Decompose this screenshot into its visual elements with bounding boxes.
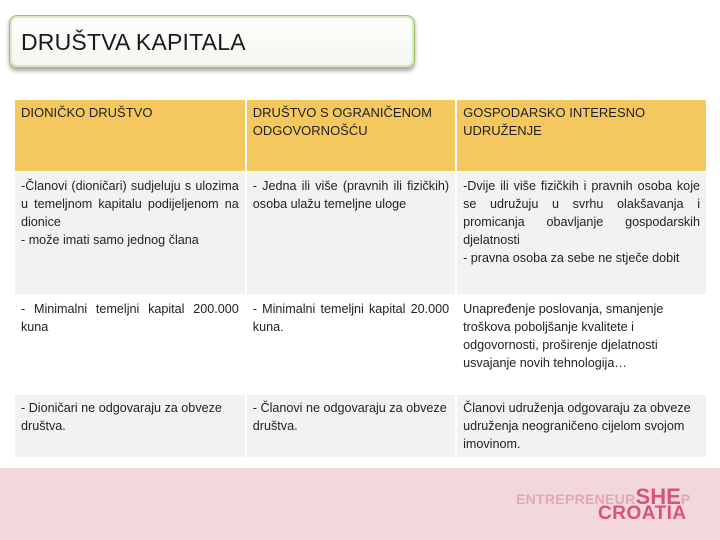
table-row (15, 173, 706, 296)
comparison-table (15, 100, 706, 459)
table-header-row (15, 100, 706, 173)
title-box (9, 15, 415, 68)
entrepreneurshep-croatia-logo (516, 482, 696, 522)
logo-line1: ENTREPRENEURSHEP (516, 484, 691, 509)
table-cell: Članovi udruženja odgovaraju za obveze udruženja neograničeno cijelom svojom imovinom. (457, 395, 706, 459)
logo-line2: CROATIA (598, 503, 687, 524)
table-cell: -Dvije ili više fizičkih i pravnih osoba koje se udružuju u svrhu olakšavanja i promicanja obavljanje gospodarskih djelatnosti - pravna osoba za sebe ne stječe dobit (457, 173, 706, 296)
header-dionicko-drustvo: DIONIČKO DRUŠTVO (15, 100, 247, 173)
table-cell: Unapređenje poslovanja, smanjenje troškova poboljšanje kvalitete i odgovornosti, proširenje djelatnosti usvajanje novih tehnologija… (457, 296, 706, 395)
table-cell: - Članovi ne odgovaraju za obveze društva. (247, 395, 457, 459)
table-cell: - Jedna ili više (pravnih ili fizičkih) osoba ulažu temeljne uloge (247, 173, 457, 296)
table-cell: - Dioničari ne odgovaraju za obveze društva. (15, 395, 247, 459)
table-cell: - Minimalni temeljni kapital 200.000 kuna (15, 296, 247, 395)
header-doo: DRUŠTVO S OGRANIČENOM ODGOVORNOŠĆU (247, 100, 457, 173)
table-row (15, 395, 706, 459)
table-cell: -Članovi (dioničari) sudjeluju s ulozima u temeljnom kapitalu podijeljenom na dionice - može imati samo jednog člana (15, 173, 247, 296)
table-cell: - Minimalni temeljni kapital 20.000 kuna. (247, 296, 457, 395)
table-row (15, 296, 706, 395)
page-title: DRUŠTVA KAPITALA (21, 29, 246, 55)
header-giu: GOSPODARSKO INTERESNO UDRUŽENJE (457, 100, 706, 173)
